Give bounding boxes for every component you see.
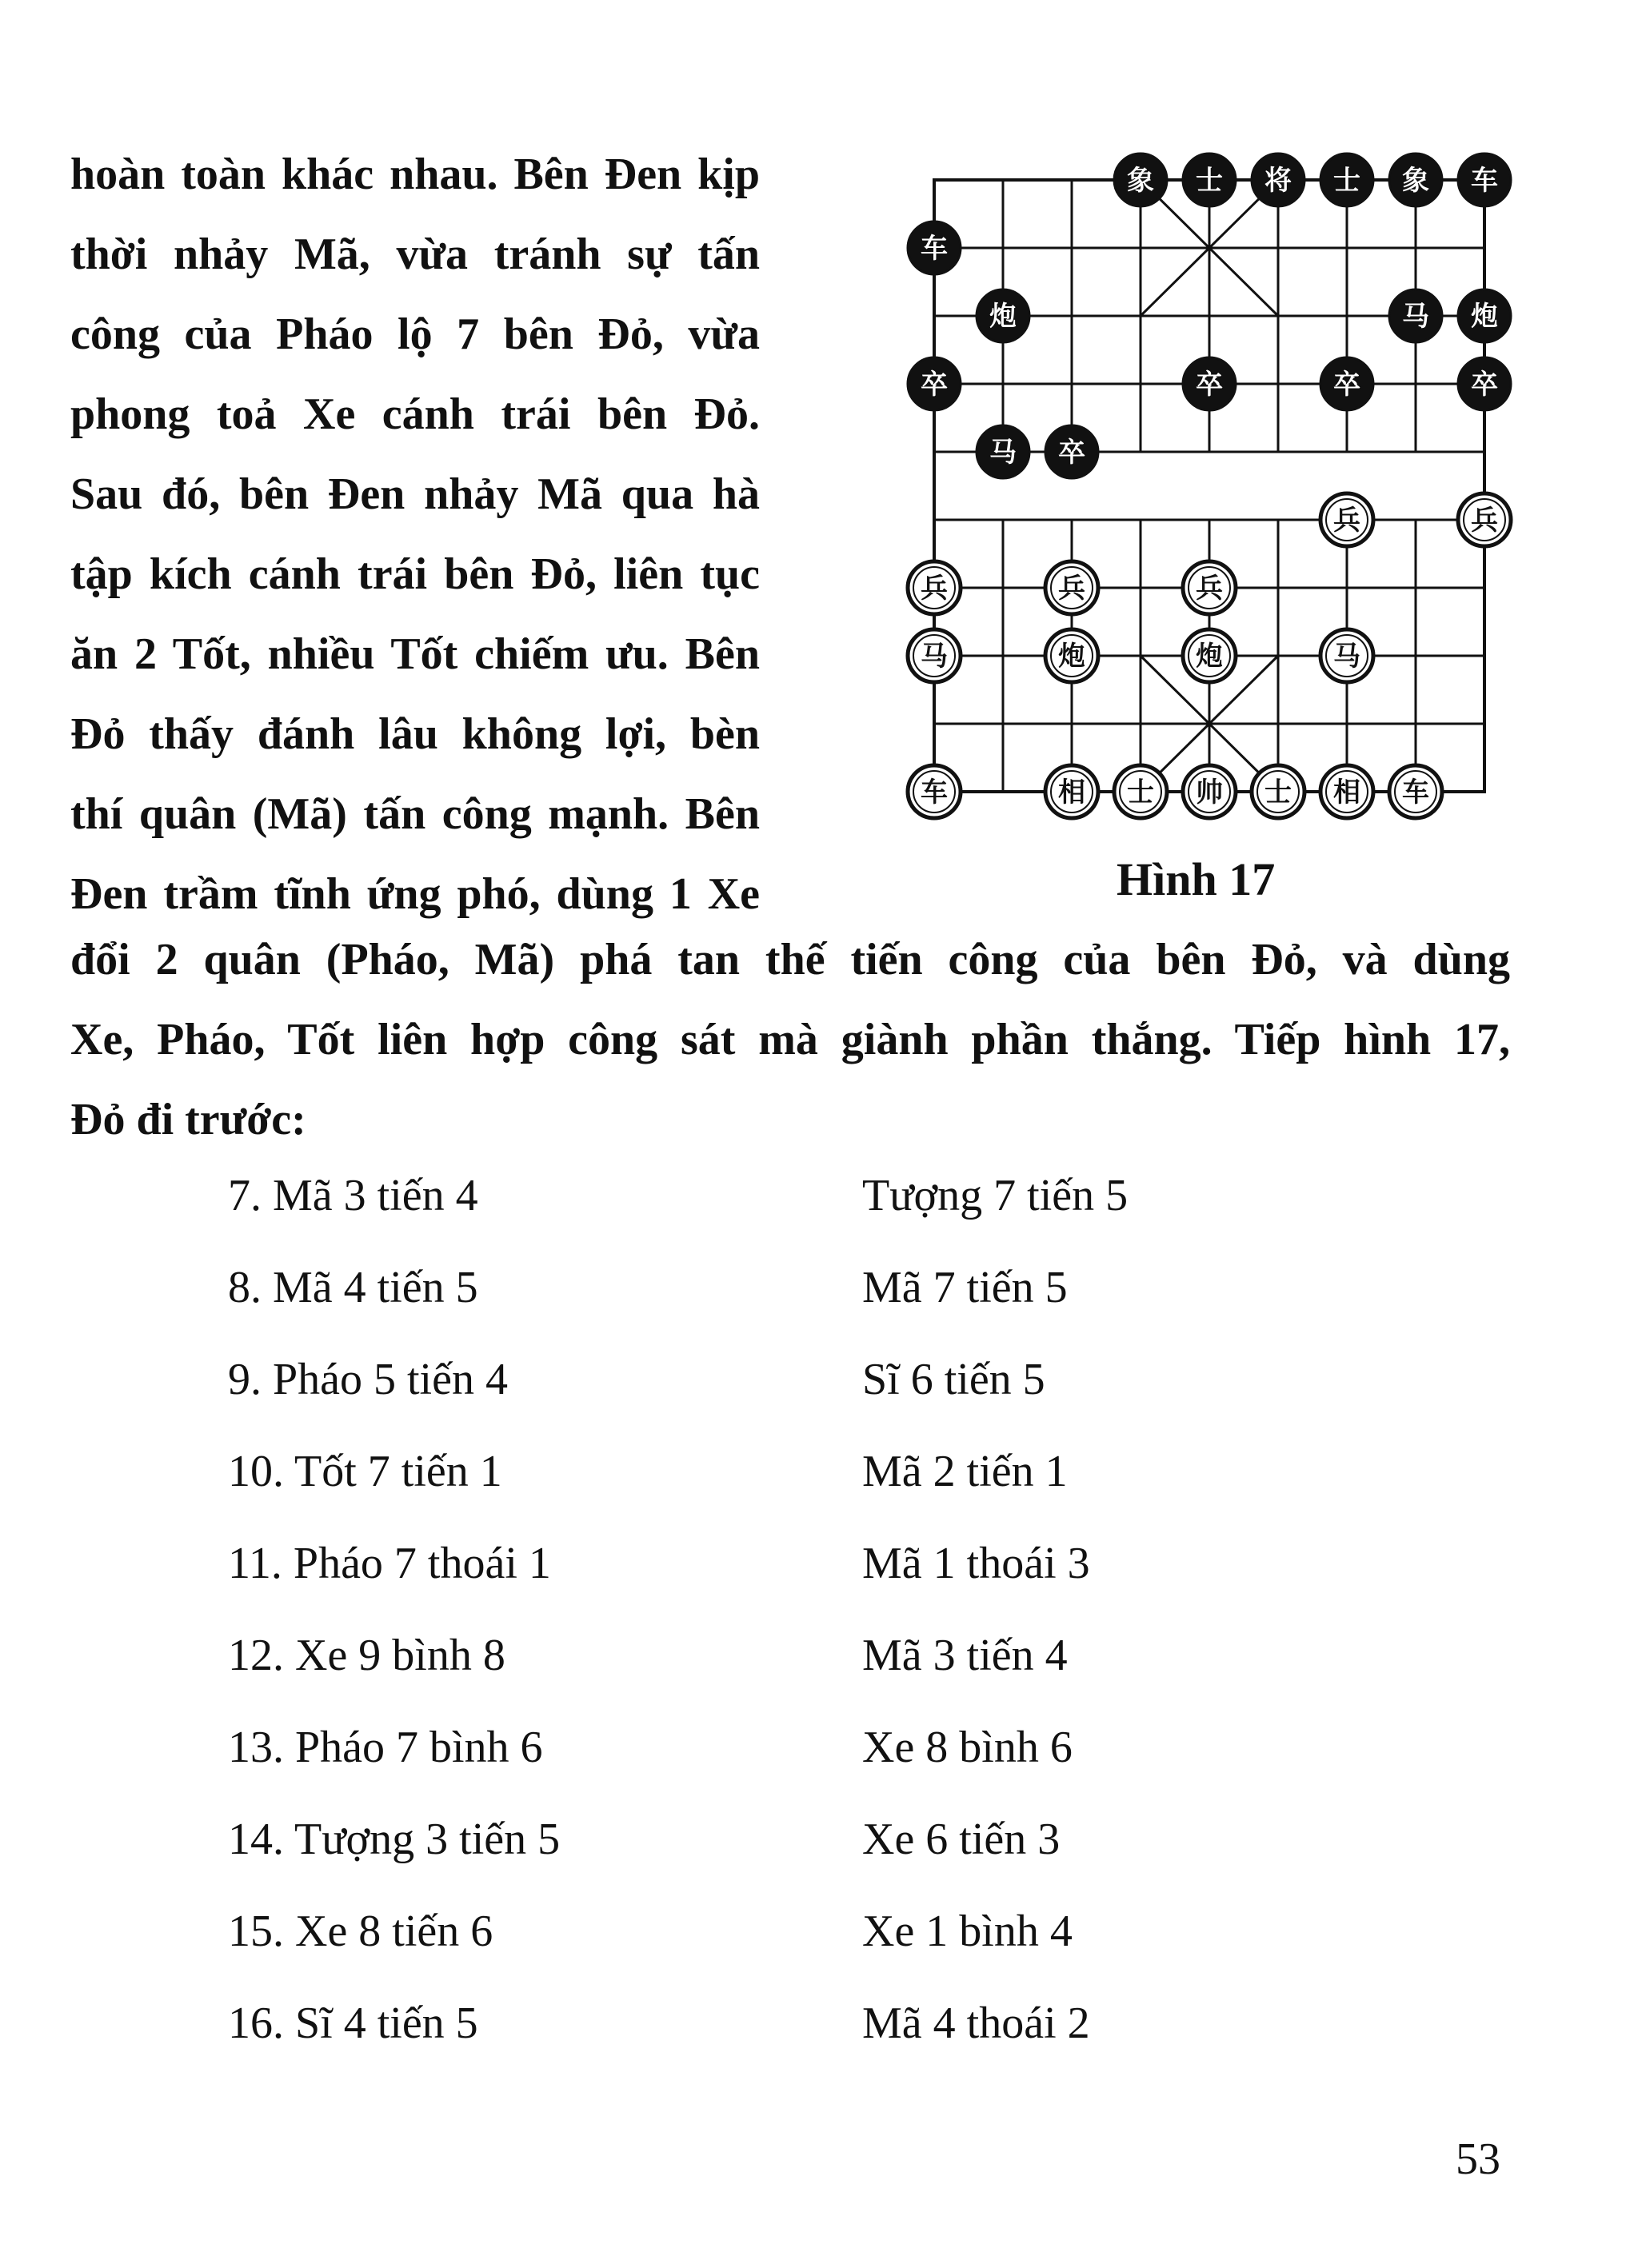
- page-number: 53: [1456, 2134, 1500, 2184]
- piece-red: [1389, 765, 1442, 818]
- piece-black: [1389, 289, 1442, 342]
- piece-label: 车: [921, 233, 948, 265]
- paragraph-line: ăn 2 Tốt, nhiều Tốt chiếm ưu. Bên: [70, 629, 760, 679]
- piece-red: [1183, 765, 1236, 818]
- piece-label: 炮: [989, 301, 1017, 333]
- piece-label: 车: [921, 777, 948, 809]
- piece-black: [1458, 289, 1511, 342]
- piece-black: [1320, 154, 1373, 206]
- piece-label: 相: [1333, 777, 1360, 809]
- move-black: Mã 7 tiến 5: [862, 1263, 1068, 1312]
- move-black: Xe 6 tiến 3: [862, 1815, 1061, 1864]
- piece-red: [1320, 493, 1373, 546]
- piece-label: 兵: [1058, 573, 1085, 605]
- piece-red: [908, 629, 961, 682]
- move-red: 15. Xe 8 tiến 6: [228, 1907, 493, 1956]
- paragraph-line: Sau đó, bên Đen nhảy Mã qua hà: [70, 469, 760, 519]
- paragraph-line: hoàn toàn khác nhau. Bên Đen kịp: [70, 150, 760, 199]
- piece-label: 车: [1471, 165, 1498, 197]
- piece-label: 士: [1196, 165, 1223, 197]
- piece-label: 马: [989, 437, 1017, 469]
- move-black: Mã 4 thoái 2: [862, 1998, 1090, 2048]
- piece-black: [1183, 357, 1236, 410]
- piece-black: [1045, 425, 1098, 478]
- piece-red: [1183, 629, 1236, 682]
- piece-label: 马: [921, 641, 948, 673]
- piece-red: [908, 561, 961, 614]
- move-red: 8. Mã 4 tiến 5: [228, 1263, 478, 1312]
- piece-label: 兵: [1196, 573, 1223, 605]
- move-red: 16. Sĩ 4 tiến 5: [228, 1998, 478, 2048]
- piece-black: [977, 289, 1029, 342]
- paragraph-line: phong toả Xe cánh trái bên Đỏ.: [70, 389, 760, 439]
- piece-label: 卒: [1058, 437, 1085, 469]
- move-red: 11. Pháo 7 thoái 1: [228, 1539, 551, 1588]
- paragraph-line: Đỏ đi trước:: [70, 1095, 306, 1144]
- figure-caption: Hình 17: [1117, 853, 1276, 905]
- piece-label: 卒: [1196, 369, 1223, 401]
- move-black: Mã 3 tiến 4: [862, 1631, 1068, 1680]
- piece-label: 象: [1127, 165, 1154, 197]
- paragraph-line: tập kích cánh trái bên Đỏ, liên tục: [70, 549, 760, 599]
- move-black: Xe 8 bình 6: [862, 1723, 1073, 1772]
- paragraph-line: Đen trầm tĩnh ứng phó, dùng 1 Xe: [70, 869, 760, 919]
- piece-label: 卒: [1471, 369, 1498, 401]
- piece-label: 炮: [1471, 301, 1498, 333]
- move-black: Sĩ 6 tiến 5: [862, 1355, 1045, 1404]
- piece-label: 马: [1402, 301, 1429, 333]
- board-grid: [934, 180, 1484, 792]
- piece-label: 兵: [1333, 505, 1360, 537]
- move-red: 12. Xe 9 bình 8: [228, 1631, 505, 1680]
- piece-red: [1045, 561, 1098, 614]
- piece-black: [1183, 154, 1236, 206]
- piece-label: 将: [1264, 165, 1292, 197]
- piece-label: 士: [1333, 165, 1360, 197]
- piece-black: [908, 357, 961, 410]
- piece-label: 炮: [1058, 641, 1085, 673]
- piece-black: [1458, 357, 1511, 410]
- piece-black: [1114, 154, 1167, 206]
- piece-black: [977, 425, 1029, 478]
- piece-label: 卒: [1333, 369, 1360, 401]
- piece-label: 象: [1402, 165, 1429, 197]
- piece-label: 兵: [1471, 505, 1498, 537]
- move-red: 13. Pháo 7 bình 6: [228, 1723, 543, 1772]
- paragraph-line: Đỏ thấy đánh lâu không lợi, bèn: [70, 709, 760, 759]
- piece-label: 炮: [1196, 641, 1223, 673]
- piece-red: [1045, 629, 1098, 682]
- piece-red: [1320, 629, 1373, 682]
- piece-black: [908, 222, 961, 274]
- piece-label: 马: [1333, 641, 1360, 673]
- piece-label: 士: [1127, 777, 1154, 809]
- paragraph-line: công của Pháo lộ 7 bên Đỏ, vừa: [70, 309, 760, 359]
- piece-black: [1320, 357, 1373, 410]
- paragraph-line: Xe, Pháo, Tốt liên hợp công sát mà giành phần thắng. Tiếp hình 17,: [70, 1015, 1510, 1064]
- piece-red: [1183, 561, 1236, 614]
- piece-label: 兵: [921, 573, 948, 605]
- piece-label: 车: [1402, 777, 1429, 809]
- paragraph-line: thí quân (Mã) tấn công mạnh. Bên: [70, 789, 760, 839]
- piece-label: 帅: [1196, 777, 1223, 809]
- move-red: 9. Pháo 5 tiến 4: [228, 1355, 508, 1404]
- piece-red: [1320, 765, 1373, 818]
- piece-red: [908, 765, 961, 818]
- piece-black: [1458, 154, 1511, 206]
- move-red: 10. Tốt 7 tiến 1: [228, 1447, 502, 1496]
- piece-black: [1252, 154, 1304, 206]
- piece-red: [1252, 765, 1304, 818]
- piece-label: 士: [1264, 777, 1292, 809]
- move-red: 7. Mã 3 tiến 4: [228, 1171, 478, 1220]
- move-black: Mã 2 tiến 1: [862, 1447, 1068, 1496]
- piece-red: [1458, 493, 1511, 546]
- move-red: 14. Tượng 3 tiến 5: [228, 1815, 561, 1864]
- piece-label: 卒: [921, 369, 948, 401]
- paragraph-line: đổi 2 quân (Pháo, Mã) phá tan thế tiến công của bên Đỏ, và dùng: [70, 935, 1510, 984]
- move-black: Xe 1 bình 4: [862, 1907, 1073, 1956]
- piece-red: [1045, 765, 1098, 818]
- piece-red: [1114, 765, 1167, 818]
- xiangqi-board-figure: [886, 140, 1498, 809]
- piece-label: 相: [1058, 777, 1085, 809]
- move-black: Tượng 7 tiến 5: [862, 1171, 1129, 1220]
- piece-black: [1389, 154, 1442, 206]
- move-black: Mã 1 thoái 3: [862, 1539, 1090, 1588]
- paragraph-line: thời nhảy Mã, vừa tránh sự tấn: [70, 230, 760, 279]
